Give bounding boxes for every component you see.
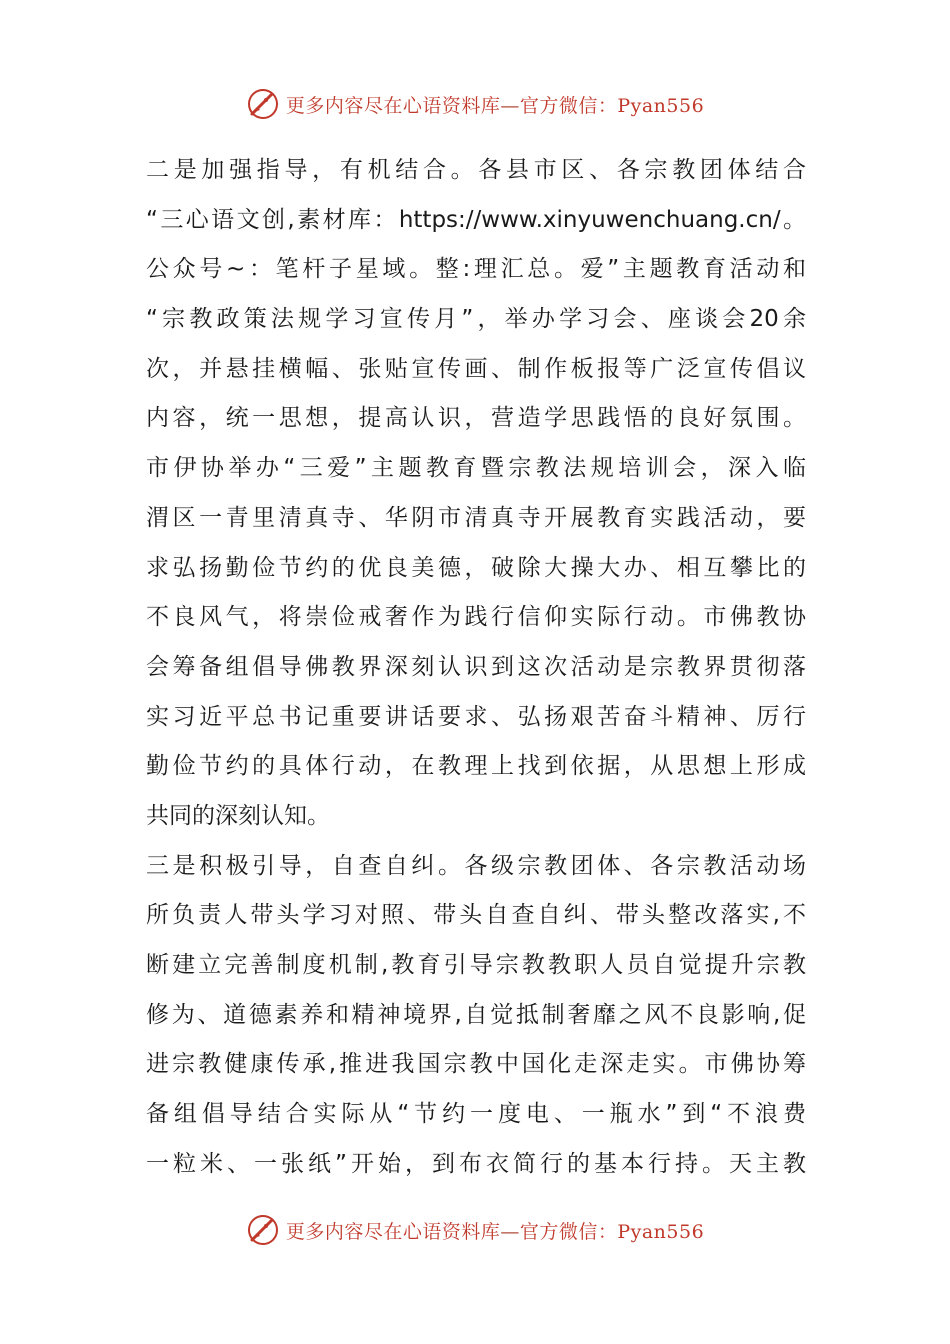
text-line: 公众号~：笔杆子星域。整:理汇总。爱”主题教育活动和 xyxy=(146,256,806,283)
text-line: 勤俭节约的具体行动，在教理上找到依据，从思想上形成 xyxy=(146,753,806,780)
banner-dash: — xyxy=(500,1220,520,1243)
text-line: 断建立完善制度机制,教育引导宗教教职人员自觉提升宗教 xyxy=(146,952,806,978)
text-line: 进宗教健康传承,推进我国宗教中国化走深走实。市佛协筹 xyxy=(146,1051,806,1078)
text-line: 修为、道德素养和精神境界,自觉抵制奢靡之风不良影响,促 xyxy=(146,1001,806,1028)
banner-suffix: 官方微信：Pyan556 xyxy=(519,94,705,117)
footer-banner xyxy=(0,1210,950,1250)
text-line: 实习近平总书记重要讲话要求、弘扬艰苦奋斗精神、厉行 xyxy=(146,703,806,730)
text-line: 渭区一青里清真寺、华阴市清真寺开展教育实践活动，要 xyxy=(146,504,806,531)
banner-text xyxy=(286,1217,704,1244)
text-line: 次，并悬挂横幅、张贴宣传画、制作板报等广泛宣传倡议 xyxy=(146,355,806,382)
banner-text xyxy=(286,91,704,118)
text-line: “三心语文创,素材库：https://www.xinyuwenchuang.cn/。 xyxy=(146,206,806,233)
banner-dash: — xyxy=(500,94,520,117)
text-line: 一粒米、一张纸”开始，到布衣简行的基本行持。天主教 xyxy=(146,1150,806,1177)
text-line: 内容，统一思想，提高认识，营造学思践悟的良好氛围。 xyxy=(146,405,806,432)
banner-suffix: 官方微信：Pyan556 xyxy=(519,1220,705,1243)
pen-logo-icon xyxy=(246,87,280,121)
text-line: 不良风气，将崇俭戒奢作为践行信仰实际行动。市佛教协 xyxy=(146,604,806,631)
text-line: 备组倡导结合实际从“节约一度电、一瓶水”到“不浪费 xyxy=(146,1101,806,1128)
banner-prefix: 更多内容尽在心语资料库 xyxy=(285,94,501,117)
header-banner xyxy=(0,84,950,124)
text-line: 会筹备组倡导佛教界深刻认识到这次活动是宗教界贯彻落 xyxy=(146,653,806,680)
text-line: 市伊协举办“三爱”主题教育暨宗教法规培训会，深入临 xyxy=(146,455,806,482)
text-line: 三是积极引导，自查自纠。各级宗教团体、各宗教活动场 xyxy=(146,852,806,879)
text-line: 共同的深刻认知。 xyxy=(146,802,330,829)
banner-prefix: 更多内容尽在心语资料库 xyxy=(285,1220,501,1243)
text-line: 二是加强指导，有机结合。各县市区、各宗教团体结合 xyxy=(146,157,806,183)
document-body xyxy=(146,146,806,1189)
text-line: “宗教政策法规学习宣传月”，举办学习会、座谈会20余 xyxy=(146,306,806,333)
text-line: 求弘扬勤俭节约的优良美德，破除大操大办、相互攀比的 xyxy=(146,554,806,581)
pen-logo-icon xyxy=(246,1213,280,1247)
text-line: 所负责人带头学习对照、带头自查自纠、带头整改落实,不 xyxy=(146,902,806,929)
